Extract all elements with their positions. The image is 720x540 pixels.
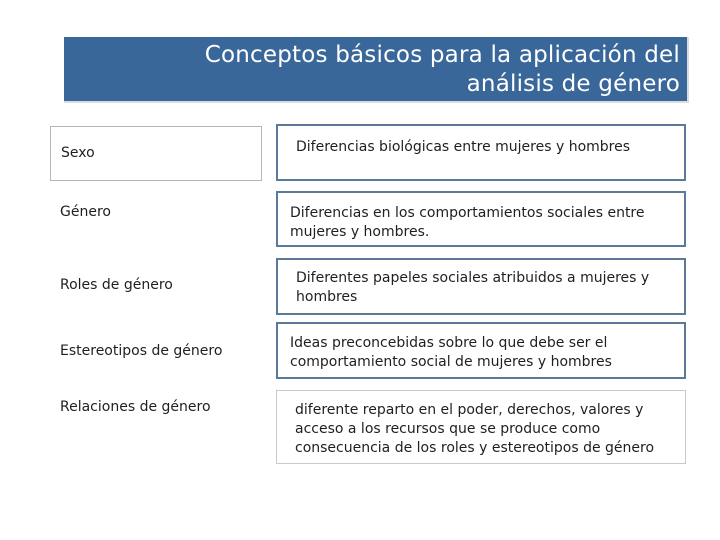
definition-estereotipos-de-genero: Ideas preconcebidas sobre lo que debe ser el comportamiento social de mujeres y hombres	[276, 322, 686, 379]
definition-genero: Diferencias en los comportamientos sociales entre mujeres y hombres.	[276, 191, 686, 247]
term-relaciones-de-genero: Relaciones de género	[50, 398, 262, 422]
title-line-2: análisis de género	[466, 71, 680, 97]
term-sexo: Sexo	[50, 126, 262, 181]
definition-relaciones-de-genero: diferente reparto en el poder, derechos, valores y acceso a los recursos que se produce como consecuencia de los roles y estereotipos de género	[276, 390, 686, 464]
term-genero: Género	[50, 193, 262, 231]
definition-roles-de-genero: Diferentes papeles sociales atribuidos a mujeres y hombres	[276, 258, 686, 315]
page-title	[64, 37, 689, 103]
term-estereotipos-de-genero: Estereotipos de género	[50, 330, 262, 372]
term-roles-de-genero: Roles de género	[50, 264, 262, 306]
title-line-1: Conceptos básicos para la aplicación del	[204, 42, 680, 68]
definition-sexo: Diferencias biológicas entre mujeres y hombres	[276, 124, 686, 181]
